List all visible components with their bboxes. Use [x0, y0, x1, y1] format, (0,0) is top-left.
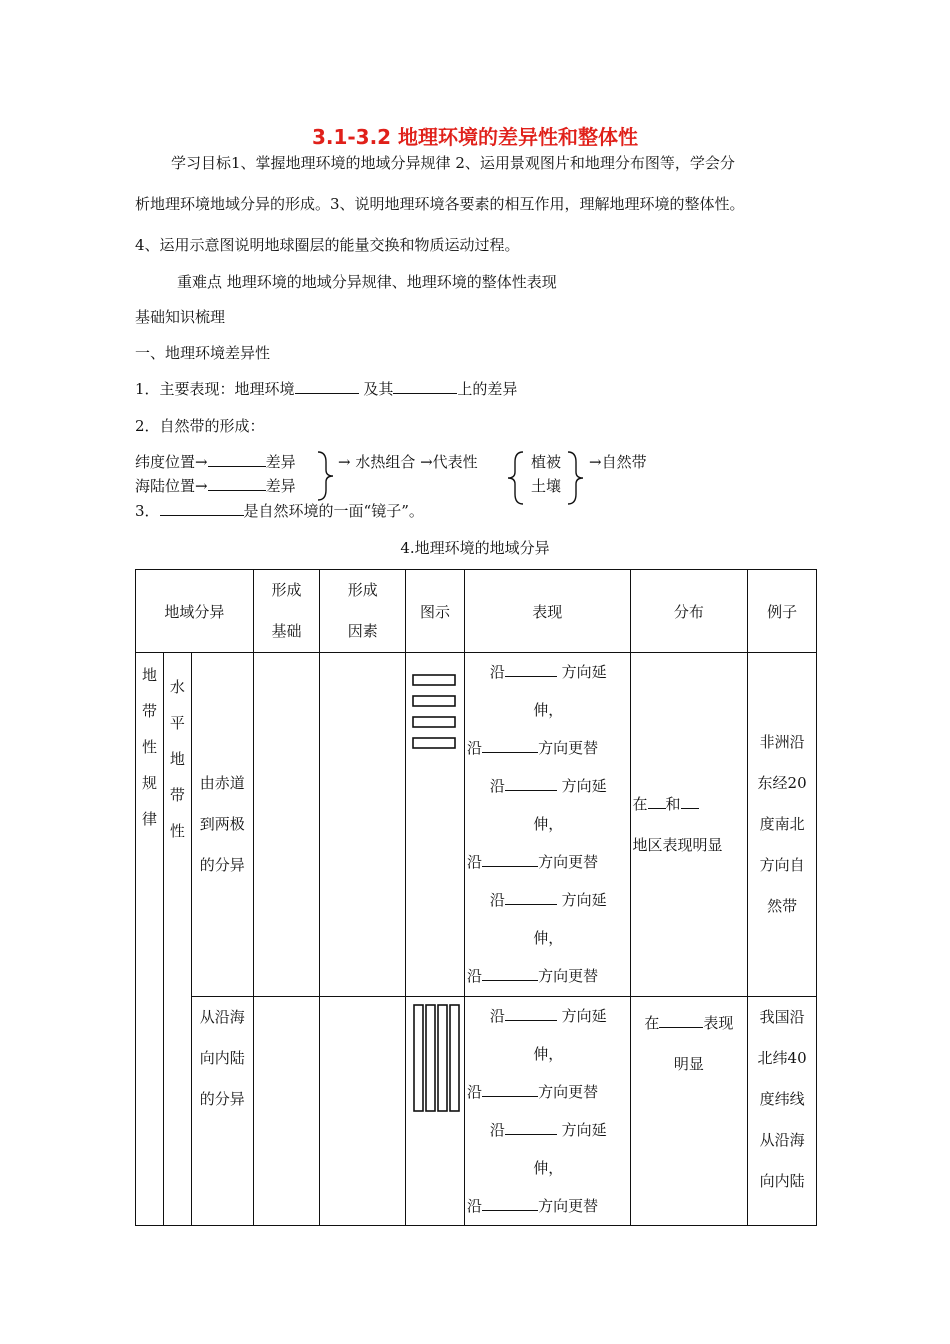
example-cell-2: 我国沿 北纬40 度纬线 从沿海 向内陆: [748, 997, 817, 1226]
blank-line[interactable]: [295, 379, 359, 394]
blank-line[interactable]: [208, 452, 266, 467]
performance-cell-1[interactable]: 沿 方向延 伸， 沿 方向更替 沿 方向延 伸， 沿 方向更替 沿 方向延 伸， 沿 方向更替: [465, 653, 630, 997]
flow-sea-land: 海陆位置→ 差异: [135, 477, 296, 495]
basic-review-heading: 基础知识梳理: [135, 308, 226, 326]
header-regional-diff: 地域分异: [136, 570, 254, 653]
left-brace-icon: [505, 450, 525, 506]
blank-line[interactable]: [208, 476, 266, 491]
header-basis: 形成 基础: [253, 570, 320, 653]
objectives-line-3: 4、运用示意图说明地球圈层的能量交换和物质运动过程。: [135, 236, 520, 254]
flow-vegetation: 植被: [531, 453, 562, 471]
regional-differentiation-table: [135, 569, 817, 1226]
factor-cell-1[interactable]: [320, 653, 406, 997]
flow-latitude: 纬度位置→ 差异: [135, 453, 296, 471]
longitudinal-zones-figure: [406, 997, 465, 1226]
table-title: 4.地理环境的地域分异: [400, 539, 550, 557]
header-factor: 形成 因素: [320, 570, 406, 653]
right-brace-icon: [316, 450, 336, 502]
performance-cell-2[interactable]: 沿 方向延 伸， 沿 方向更替 沿 方向延 伸， 沿 方向更替: [465, 997, 630, 1226]
basis-cell-1[interactable]: [253, 653, 320, 997]
distribution-cell-1[interactable]: 在 和 地区表现明显: [630, 653, 748, 997]
item-1: 1．主要表现：地理环境 及其 上的差异: [135, 380, 518, 398]
horizontal-zonality-cell: 水平地带性: [163, 653, 191, 1226]
latitudinal-zones-figure: [406, 653, 465, 997]
item-3: 3． 是自然环境的一面“镜子”。: [135, 502, 424, 520]
right-brace-icon: [566, 450, 586, 506]
factor-cell-2[interactable]: [320, 997, 406, 1226]
horizontal-bands-icon: [406, 653, 464, 763]
section-heading: 一、地理环境差异性: [135, 344, 271, 362]
blank-line[interactable]: [160, 501, 244, 516]
objectives-line-2: 析地理环境地域分异的形成。3、说明地理环境各要素的相互作用，理解地理环境的整体性。: [135, 195, 745, 213]
row-coast-to-inland-label: 从沿海 向内陆 的分异: [191, 997, 253, 1226]
example-cell-1: 非洲沿 东经20 度南北 方向自 然带: [748, 653, 817, 997]
objectives-line-1: 学习目标1、掌握地理环境的地域分异规律 2、运用景观图片和地理分布图等，学会分: [171, 154, 735, 172]
item-2: 2．自然带的形成：: [135, 417, 265, 435]
header-figure: 图示: [406, 570, 465, 653]
row-equator-to-poles-label: 由赤道 到两极 的分异: [191, 653, 253, 997]
vertical-bands-icon: [406, 997, 464, 1117]
flow-soil: 土壤: [531, 477, 562, 495]
page-title: 3.1-3.2 地理环境的差异性和整体性: [311, 125, 639, 149]
flow-natural-zone: →自然带: [589, 453, 647, 471]
header-example: 例子: [748, 570, 817, 653]
distribution-cell-2[interactable]: 在 表现 明显: [630, 997, 748, 1226]
header-distribution: 分布: [630, 570, 748, 653]
key-points: 重难点 地理环境的地域分异规律、地理环境的整体性表现: [177, 273, 557, 291]
blank-line[interactable]: [393, 379, 457, 394]
zonal-rule-cell: 地带性规律: [136, 653, 164, 1226]
header-performance: 表现: [465, 570, 630, 653]
flow-water-heat: → 水热组合 →代表性: [338, 453, 478, 471]
basis-cell-2[interactable]: [253, 997, 320, 1226]
